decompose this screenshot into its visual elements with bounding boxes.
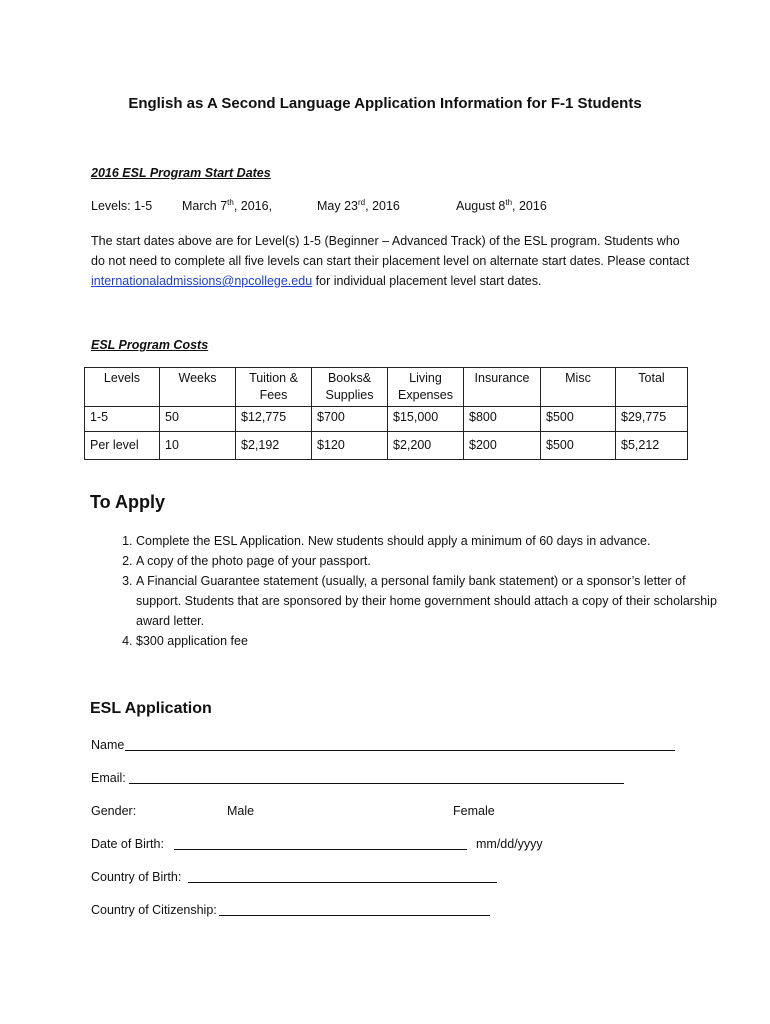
table-cell: $120 [312, 432, 388, 460]
country-of-citizenship-label: Country of Citizenship: [91, 903, 217, 917]
start-date-1: March 7th, 2016, [182, 197, 273, 213]
email-label: Email: [91, 771, 126, 785]
start-date-3: August 8th, 2016 [456, 197, 547, 213]
table-cell: 50 [160, 407, 236, 432]
table-cell: $800 [464, 407, 541, 432]
column-header: Levels [85, 368, 160, 407]
gender-label: Gender: [91, 804, 137, 818]
table-cell: $200 [464, 432, 541, 460]
table-cell: 10 [160, 432, 236, 460]
table-cell: $12,775 [236, 407, 312, 432]
table-cell: Per level [85, 432, 160, 460]
column-header: Total [616, 368, 688, 407]
table-cell: $500 [541, 432, 616, 460]
costs-table-header [85, 368, 688, 407]
table-cell: $29,775 [616, 407, 688, 432]
column-header: Weeks [160, 368, 236, 407]
table-cell: 1-5 [85, 407, 160, 432]
admissions-email-link[interactable]: internationaladmissions@npcollege.edu [91, 274, 313, 288]
male-option[interactable]: Male [227, 804, 255, 818]
table-cell: $5,212 [616, 432, 688, 460]
list-item: 1. Complete the ESL Application. New students should apply a minimum of 60 days in advance. [136, 531, 726, 551]
dob-label: Date of Birth: [91, 837, 164, 851]
dob-format-hint: mm/dd/yyyy [476, 837, 543, 851]
to-apply-heading: To Apply [90, 492, 165, 512]
dob-field[interactable] [174, 849, 467, 850]
costs-table [84, 367, 688, 460]
column-header: Misc [541, 368, 616, 407]
country-of-birth-field[interactable] [188, 882, 497, 883]
table-row [85, 432, 688, 460]
list-item: 3. A Financial Guarantee statement (usually, a personal family bank statement) or a sponsor’s letter of support. Students that are sponsored by their home government should attach a copy of their scholarship award letter. [136, 571, 726, 631]
list-item: 2. A copy of the photo page of your passport. [136, 551, 726, 571]
table-cell: $15,000 [388, 407, 464, 432]
country-of-birth-label: Country of Birth: [91, 870, 182, 884]
costs-heading: ESL Program Costs [91, 338, 209, 352]
table-cell: $2,200 [388, 432, 464, 460]
column-header: Tuition & Fees [236, 368, 312, 407]
start-dates-heading: 2016 ESL Program Start Dates [91, 166, 271, 180]
table-cell: $2,192 [236, 432, 312, 460]
document-title: English as A Second Language Application Information for F-1 Students [128, 95, 642, 112]
column-header: Books& Supplies [312, 368, 388, 407]
column-header: Living Expenses [388, 368, 464, 407]
esl-application-heading: ESL Application [90, 700, 212, 717]
table-row [85, 407, 688, 432]
start-dates-paragraph: The start dates above are for Level(s) 1-5 (Beginner – Advanced Track) of the ESL program. Students who do not need to complete all five levels can start their placement level on alternate start dates. Please contact internationaladmissions@npcollege.edu for individual placement level start dates. [91, 234, 690, 288]
levels-label: Levels: 1-5 [91, 199, 153, 213]
table-cell: $700 [312, 407, 388, 432]
email-field[interactable] [129, 783, 624, 784]
country-of-citizenship-field[interactable] [219, 915, 490, 916]
name-field[interactable] [125, 750, 675, 751]
column-header: Insurance [464, 368, 541, 407]
start-date-2: May 23rd, 2016 [317, 197, 400, 213]
list-item: 4. $300 application fee [136, 631, 726, 651]
apply-steps-list [90, 531, 726, 651]
name-label: Name [91, 738, 125, 752]
table-cell: $500 [541, 407, 616, 432]
female-option[interactable]: Female [453, 804, 495, 818]
